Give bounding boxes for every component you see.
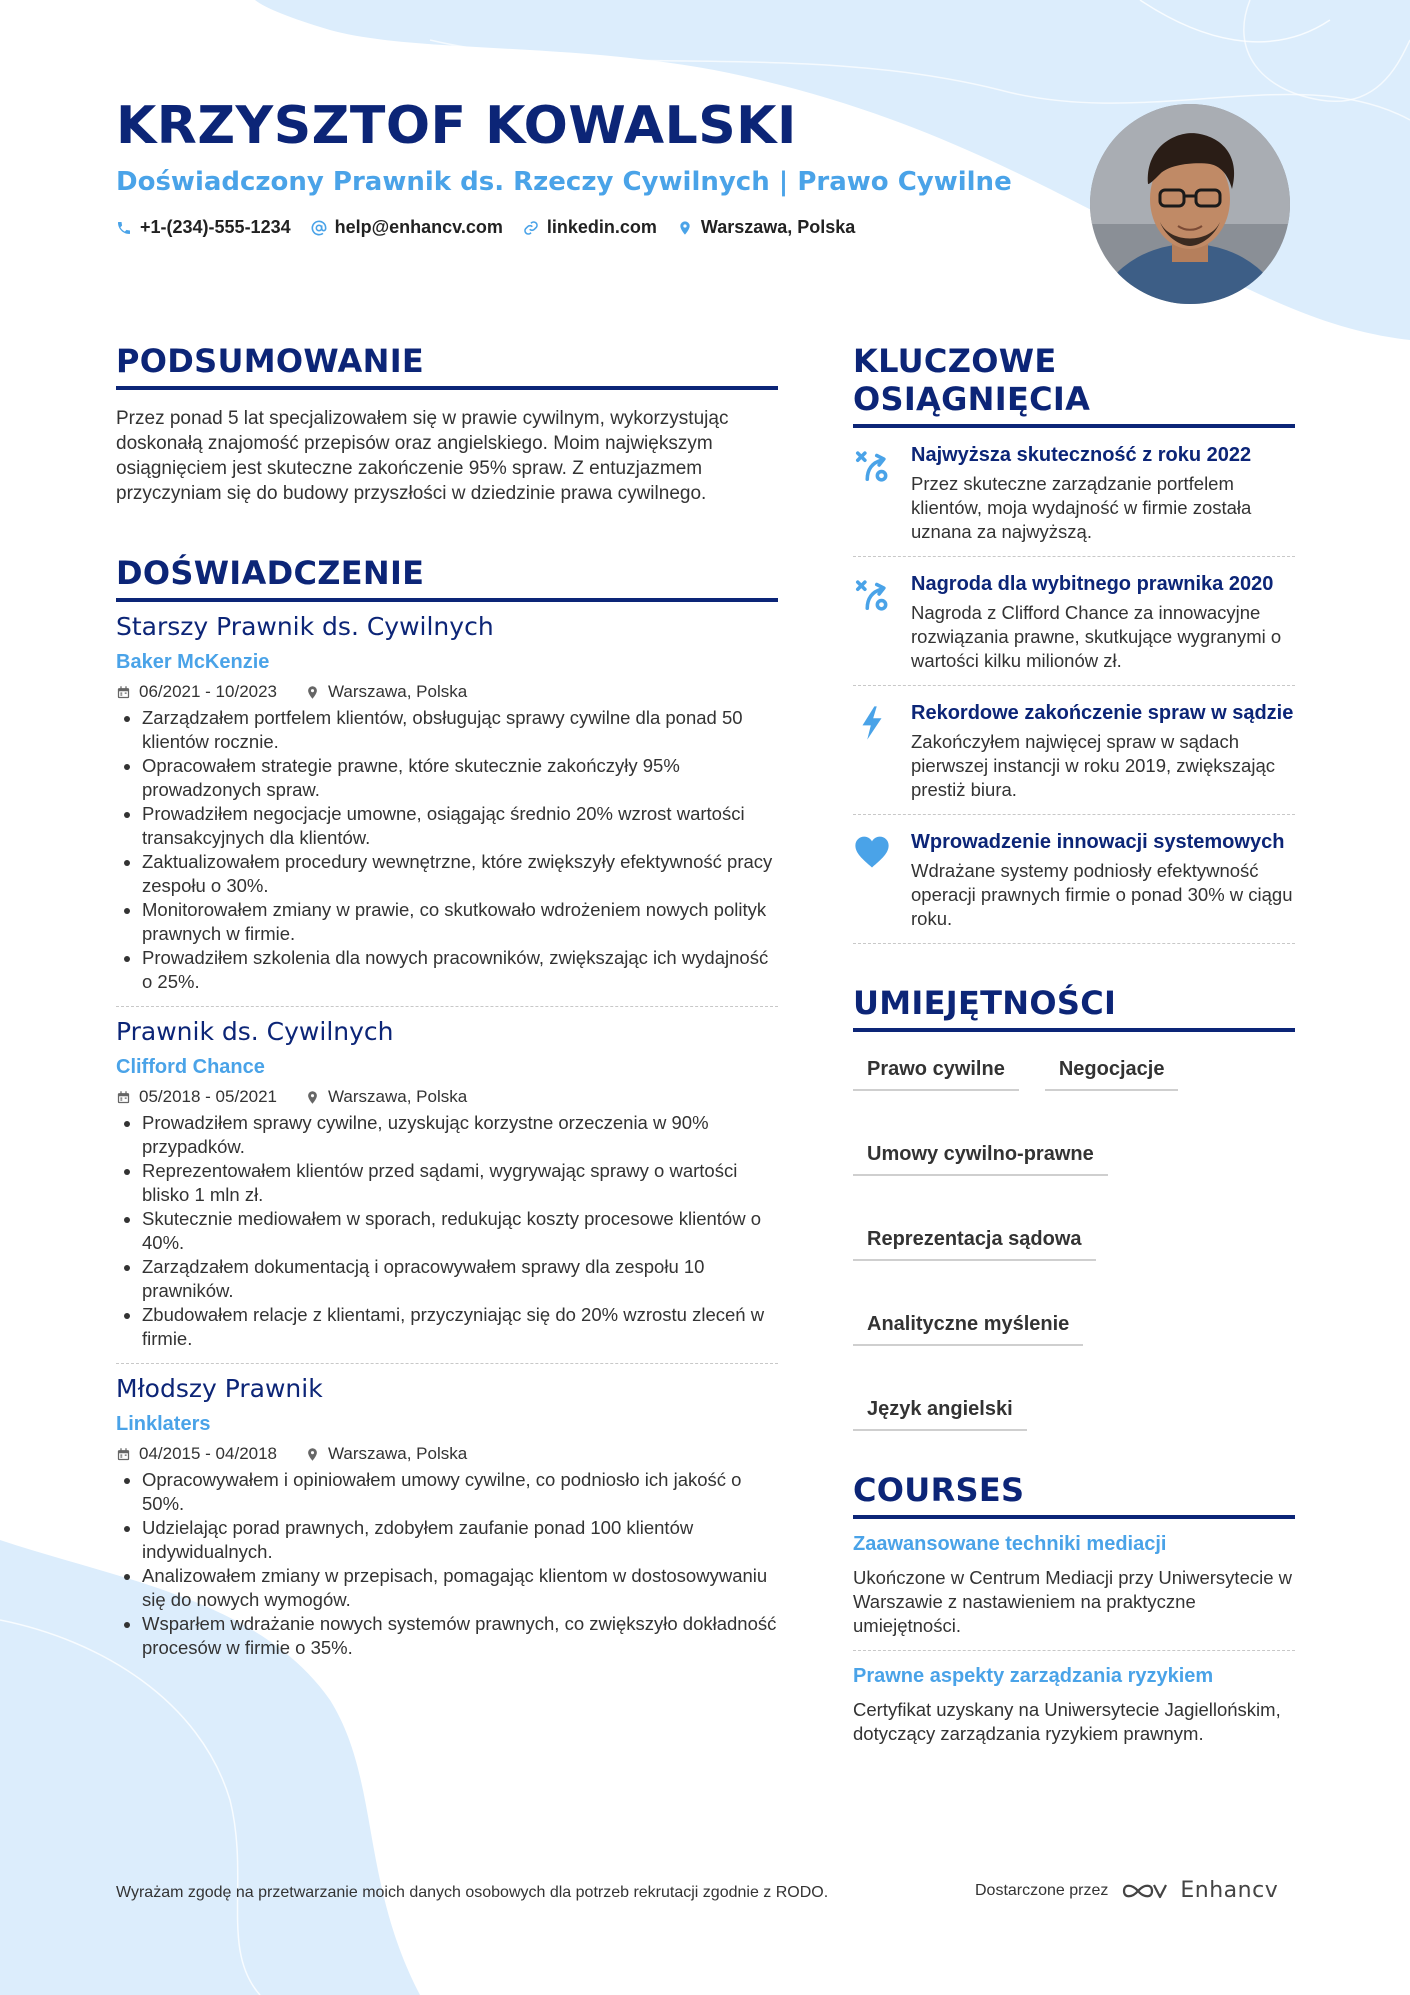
skills-list	[853, 1050, 1295, 1431]
heart-icon	[853, 833, 891, 871]
list-item: • Analizowałem zmiany w przepisach, pomagając klientom w dostosowywaniu się do nowych wymogów.	[142, 1564, 778, 1612]
job-bullets	[116, 706, 778, 994]
achievement-item	[853, 686, 1295, 815]
course-desc: Ukończone w Centrum Mediacji przy Uniwersytecie w Warszawie z nastawieniem na praktyczne umiejętności.	[853, 1567, 1293, 1636]
calendar-icon	[116, 685, 131, 700]
job-meta	[116, 682, 778, 702]
course-item	[853, 1519, 1295, 1651]
location-pin-icon	[305, 685, 320, 700]
resume-header	[116, 98, 1016, 238]
list-item: • Prowadziłem szkolenia dla nowych pracowników, zwiększając ich wydajność o 25%.	[142, 946, 778, 994]
contact-linkedin[interactable]	[523, 217, 657, 238]
list-item: • Reprezentowałem klientów przed sądami, wygrywając sprawy o wartości blisko 1 mln zł.	[142, 1159, 778, 1207]
achievements-heading: KLUCZOWE OSIĄGNIĘCIA	[853, 342, 1295, 428]
strategy-icon	[853, 446, 891, 484]
skill-tag: Umowy cywilno-prawne	[853, 1135, 1108, 1176]
achievement-item	[853, 428, 1295, 557]
skill-tag: Analityczne myślenie	[853, 1305, 1083, 1346]
achievement-title: Nagroda dla wybitnego prawnika 2020	[911, 573, 1274, 595]
phone-icon	[116, 220, 132, 236]
contact-location	[677, 217, 855, 238]
email-text: help@enhancv.com	[334, 217, 503, 238]
course-title: Prawne aspekty zarządzania ryzykiem	[853, 1665, 1214, 1687]
experience-heading: DOŚWIADCZENIE	[116, 554, 778, 602]
list-item: • Monitorowałem zmiany w prawie, co skutkowało wdrożeniem nowych polityk prawnych w firmie.	[142, 898, 778, 946]
company-name: Linklaters	[116, 1413, 211, 1435]
link-icon	[523, 220, 539, 236]
strategy-icon	[853, 575, 891, 613]
achievement-item	[853, 557, 1295, 686]
list-item: • Zaktualizowałem procedury wewnętrzne, które zwiększyły efektywność pracy zespołu o 30%.	[142, 850, 778, 898]
achievement-desc: Zakończyłem najwięcej spraw w sądach pierwszej instancji w roku 2019, zwiększając prestiż biura.	[911, 731, 1275, 800]
calendar-icon	[116, 1090, 131, 1105]
consent-note: Wyrażam zgodę na przetwarzanie moich danych osobowych dla potrzeb rekrutacji zgodnie z RODO.	[116, 1884, 829, 1901]
location-pin-icon	[305, 1090, 320, 1105]
job-dates: 06/2021 - 10/2023	[139, 682, 278, 701]
skill-tag: Reprezentacja sądowa	[853, 1220, 1096, 1261]
right-column	[853, 342, 1295, 1758]
achievement-desc: Nagroda z Clifford Chance za innowacyjne rozwiązania prawne, skutkujące wygranymi o wartości kilku milionów zł.	[911, 602, 1282, 671]
contact-email[interactable]	[311, 217, 503, 238]
job-title: Starszy Prawnik ds. Cywilnych	[116, 612, 494, 641]
job-bullets	[116, 1111, 778, 1351]
list-item: • Prowadziłem negocjacje umowne, osiągając średnio 20% wzrost wartości transakcyjnych dla klientów.	[142, 802, 778, 850]
job-bullets	[116, 1468, 778, 1660]
list-item: • Udzielając porad prawnych, zdobyłem zaufanie ponad 100 klientów indywidualnych.	[142, 1516, 778, 1564]
course-title: Zaawansowane techniki mediacji	[853, 1533, 1167, 1555]
contact-phone[interactable]	[116, 217, 291, 238]
phone-text: +1-(234)-555-1234	[140, 217, 291, 238]
job-location: Warszawa, Polska	[328, 1087, 468, 1106]
skill-tag: Negocjacje	[1045, 1050, 1179, 1091]
achievement-desc: Wdrażane systemy podniosły efektywność operacji prawnych firmie o ponad 30% w ciągu roku.	[911, 860, 1293, 929]
candidate-name: KRZYSZTOF KOWALSKI	[116, 96, 797, 156]
job-location: Warszawa, Polska	[328, 1444, 468, 1463]
job-meta	[116, 1087, 778, 1107]
linkedin-text: linkedin.com	[546, 217, 657, 238]
list-item: • Zarządzałem dokumentacją i opracowywałem sprawy dla zespołu 10 prawników.	[142, 1255, 778, 1303]
list-item: • Opracowywałem i opiniowałem umowy cywilne, co podniosło ich jakość o 50%.	[142, 1468, 778, 1516]
courses-heading: COURSES	[853, 1471, 1295, 1519]
summary-text: Przez ponad 5 lat specjalizowałem się w prawie cywilnym, wykorzystując doskonałą znajomość przepisów oraz angielskiego. Moim największym osiągnięciem jest skuteczne zakończenie 95% spraw. Z entuzjazmem przyczyniam się do budowy przyszłości w dziedzinie prawa cywilnego.	[116, 408, 729, 504]
job-dates: 05/2018 - 05/2021	[139, 1087, 278, 1106]
job-entry	[116, 1007, 778, 1364]
skill-tag: Język angielski	[853, 1390, 1027, 1431]
summary-heading: PODSUMOWANIE	[116, 342, 778, 390]
location-pin-icon	[305, 1447, 320, 1462]
contact-info	[116, 217, 1016, 238]
candidate-title: Doświadczony Prawnik ds. Rzeczy Cywilnych | Prawo Cywilne	[116, 167, 1012, 198]
list-item: • Zbudowałem relacje z klientami, przyczyniając się do 20% wzrostu zleceń w firmie.	[142, 1303, 778, 1351]
achievement-title: Rekordowe zakończenie spraw w sądzie	[911, 702, 1294, 724]
list-item: • Skutecznie mediowałem w sporach, redukując koszty procesowe klientów o 40%.	[142, 1207, 778, 1255]
location-pin-icon	[677, 220, 693, 236]
brand-name: Enhancv	[1180, 1878, 1279, 1903]
achievement-item	[853, 815, 1295, 944]
skill-tag: Prawo cywilne	[853, 1050, 1019, 1091]
job-dates: 04/2015 - 04/2018	[139, 1444, 278, 1463]
skills-heading: UMIEJĘTNOŚCI	[853, 984, 1295, 1032]
left-column	[116, 342, 778, 1672]
at-sign-icon	[311, 220, 327, 236]
list-item: • Zarządzałem portfelem klientów, obsługując sprawy cywilne dla ponad 50 klientów rocznie.	[142, 706, 778, 754]
powered-by-label: Dostarczone przez	[975, 1881, 1109, 1899]
powered-by[interactable]	[975, 1878, 1278, 1903]
list-item: • Wsparłem wdrażanie nowych systemów prawnych, co zwiększyło dokładność procesów w firmie o 35%.	[142, 1612, 778, 1660]
job-meta	[116, 1444, 778, 1464]
lightning-icon	[853, 704, 891, 742]
job-entry	[116, 1364, 778, 1672]
location-text: Warszawa, Polska	[700, 217, 856, 238]
list-item: • Prowadziłem sprawy cywilne, uzyskując korzystne orzeczenia w 90% przypadków.	[142, 1111, 778, 1159]
job-entry	[116, 602, 778, 1007]
enhancv-logo-icon	[1120, 1879, 1168, 1903]
list-item: • Opracowałem strategie prawne, które skutecznie zakończyły 95% prowadzonych spraw.	[142, 754, 778, 802]
profile-photo	[1090, 104, 1290, 304]
course-desc: Certyfikat uzyskany na Uniwersytecie Jagiellońskim, dotyczący zarządzania ryzykiem prawnym.	[853, 1699, 1281, 1744]
job-title: Prawnik ds. Cywilnych	[116, 1017, 394, 1046]
job-title: Młodszy Prawnik	[116, 1374, 323, 1403]
achievement-title: Wprowadzenie innowacji systemowych	[911, 831, 1285, 853]
achievement-title: Najwyższa skuteczność z roku 2022	[911, 444, 1252, 466]
calendar-icon	[116, 1447, 131, 1462]
job-location: Warszawa, Polska	[328, 682, 468, 701]
company-name: Baker McKenzie	[116, 651, 270, 673]
achievement-desc: Przez skuteczne zarządzanie portfelem klientów, moja wydajność w firmie została uznana za najwyższą.	[911, 473, 1252, 542]
company-name: Clifford Chance	[116, 1056, 265, 1078]
course-item	[853, 1651, 1295, 1758]
